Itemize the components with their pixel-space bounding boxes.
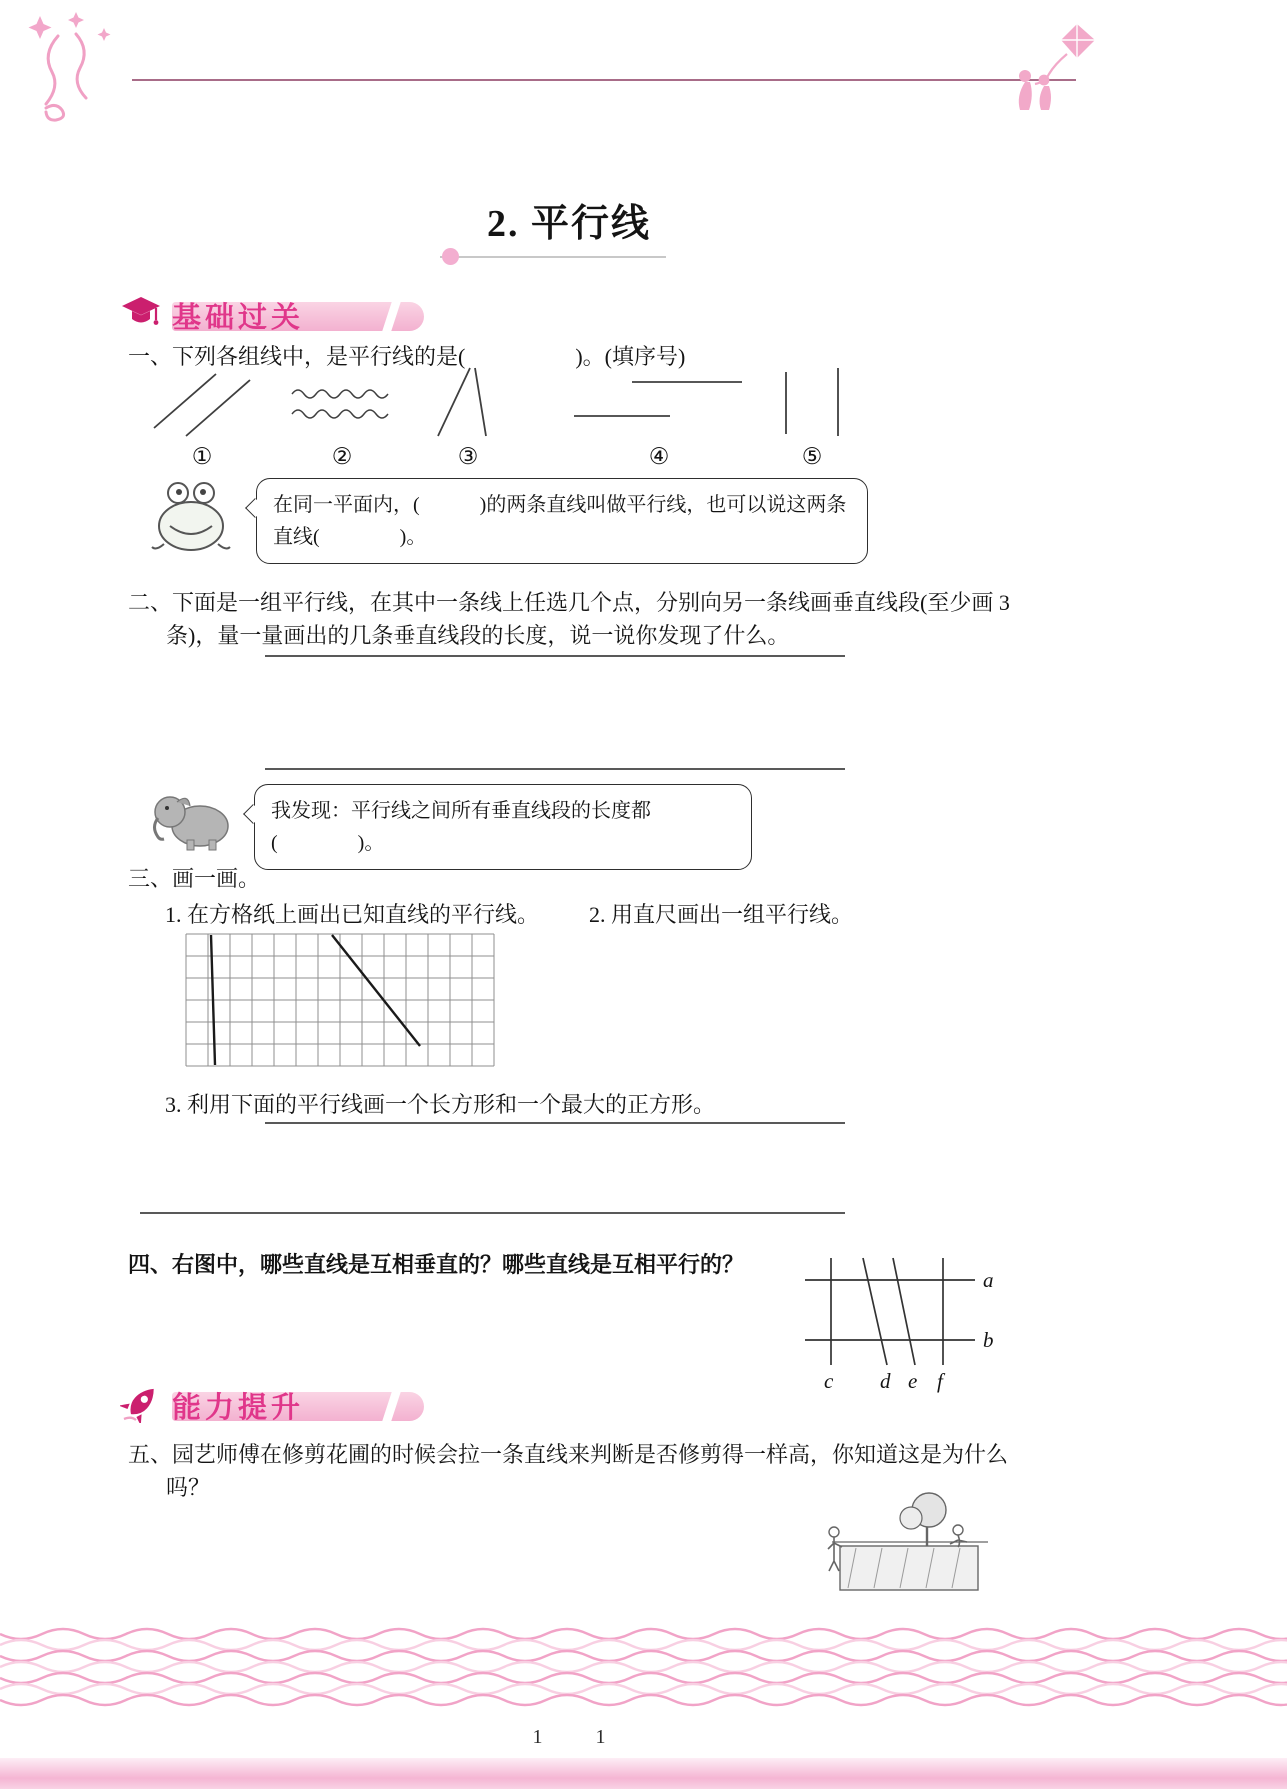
header-rule-line [132, 79, 1076, 81]
line-label-f: f [937, 1369, 943, 1393]
q3-subitems [165, 898, 899, 929]
grid-paper-figure [185, 933, 495, 1072]
section-basic-badge [120, 292, 304, 338]
q2-parallel-line-bottom [265, 768, 845, 770]
slanted-parallel-lines-figure [146, 366, 258, 438]
rocket-icon [120, 1383, 162, 1428]
kite-children-decoration [995, 20, 1110, 120]
graduation-cap-icon [120, 294, 162, 337]
line-label-c: c [824, 1369, 834, 1393]
q3-parallel-line-bottom [140, 1212, 845, 1214]
q4-lines-figure [803, 1250, 1003, 1400]
elephant-speech-bubble: 我发现：平行线之间所有垂直线段的长度都( )。 [254, 784, 752, 870]
staggered-horizontal-lines-figure [570, 366, 748, 438]
q3-item2: 2. 用直尺画出一组平行线。 [589, 902, 854, 927]
q5-stem: 五、园艺师傅在修剪花圃的时候会拉一条直线来判断是否修剪得一样高，你知道这是为什么吗？ [128, 1442, 1009, 1500]
line-label-d: d [880, 1369, 891, 1393]
page-number-left: 1 [532, 1726, 543, 1748]
page-number-right: 1 [595, 1726, 606, 1748]
q3-item3: 3. 利用下面的平行线画一个长方形和一个最大的正方形。 [165, 1092, 716, 1117]
footer-wave-pattern [0, 1624, 1287, 1721]
elephant-hint-row [150, 784, 752, 870]
title-dot-icon [442, 248, 459, 265]
frog-speech-bubble: 在同一平面内，( )的两条直线叫做平行线，也可以说这两条直线( )。 [256, 478, 868, 564]
title-underline-decoration [440, 256, 666, 258]
q1-figure-2 [286, 366, 398, 470]
q1-option-label-4: ④ [648, 444, 670, 469]
line-label-a: a [983, 1268, 994, 1292]
vertical-parallel-lines-figure [764, 366, 860, 438]
q1-option-label-5: ⑤ [801, 444, 823, 469]
wavy-lines-figure [286, 366, 398, 438]
q2-stem: 二、下面是一组平行线，在其中一条线上任选几个点，分别向另一条线画垂直线段(至少画 3 条)，量一量画出的几条垂直线段的长度，说一说你发现了什么。 [128, 590, 1010, 648]
elephant-mascot-icon [150, 784, 234, 857]
q1-figure-4 [570, 366, 748, 470]
section-basic-label: 基础过关 [172, 301, 305, 334]
page-title: 2. 平行线 [486, 203, 651, 245]
q1-figure-5 [764, 366, 860, 470]
q2-parallel-line-top [265, 655, 845, 657]
frog-hint-row [150, 478, 868, 564]
q1-figure-1 [146, 366, 258, 470]
flourish-stars-decoration [24, 10, 144, 127]
frog-mascot-icon [150, 478, 234, 563]
q1-option-label-3: ③ [457, 444, 479, 469]
q1-stem: 一、下列各组线中，是平行线的是( )。(填序号) [128, 344, 686, 369]
gardeners-illustration [826, 1488, 996, 1611]
q3-stem: 三、画一画。 [128, 866, 261, 891]
section-advanced-badge [120, 1382, 304, 1428]
q1-option-label-1: ① [191, 444, 213, 469]
q3-parallel-line-top [265, 1122, 845, 1124]
q4-stem: 四、右图中，哪些直线是互相垂直的？哪些直线是互相平行的？ [128, 1252, 745, 1277]
q1-figures-row [128, 366, 1010, 470]
line-label-e: e [908, 1369, 918, 1393]
bottom-pink-strip [0, 1758, 1287, 1789]
line-label-b: b [983, 1328, 994, 1352]
q1-figure-3 [428, 366, 508, 470]
q1-option-label-2: ② [331, 444, 353, 469]
q3-item1: 1. 在方格纸上画出已知直线的平行线。 [165, 902, 540, 927]
converging-lines-figure [428, 366, 508, 438]
page-numbers [128, 1726, 1010, 1749]
section-advanced-label: 能力提升 [172, 1391, 305, 1424]
